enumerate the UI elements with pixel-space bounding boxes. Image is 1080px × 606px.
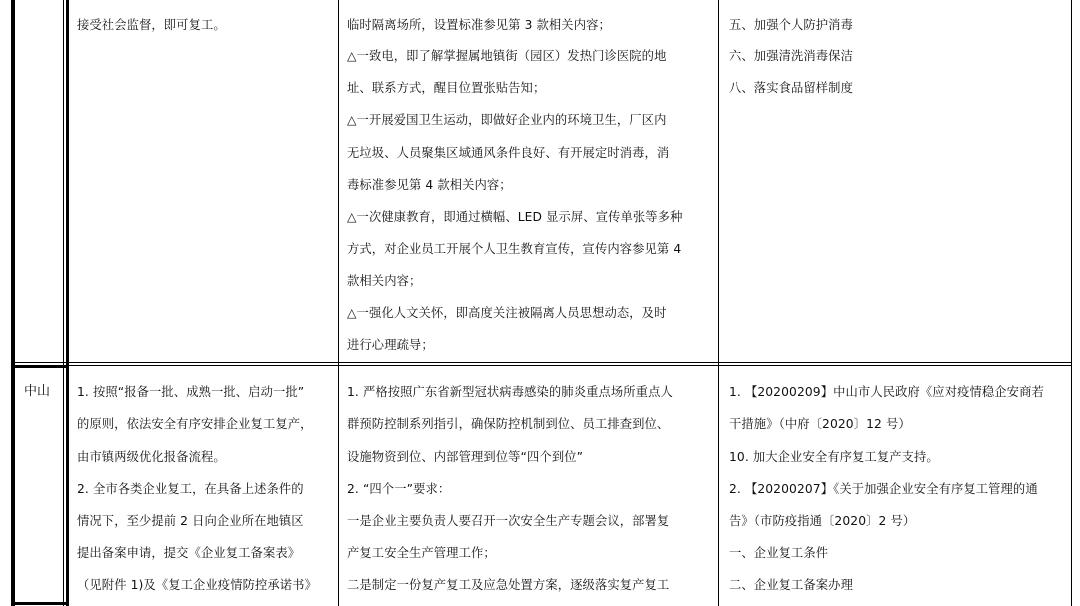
row-2-col-4-cell	[729, 384, 1069, 606]
row-1-col-2-cell	[77, 17, 332, 347]
row-1-col-3-cell	[347, 17, 713, 357]
row-2-col-2-line: 的原则，依法安全有序安排企业复工复产，	[77, 417, 313, 431]
row-1-col-4-line: 八、落实食品留样制度	[729, 81, 853, 95]
row-2-col-3-line: 产复工安全生产管理工作；	[347, 546, 496, 560]
row-2-col-3-line: 一是企业主要负责人要召开一次安全生产专题会议，部署复	[347, 514, 670, 528]
row-2-col-3-line: 2. “四个一”要求：	[347, 482, 451, 496]
row-2-col-2-line: （见附件 1)及《复工企业疫情防控承诺书》	[77, 578, 317, 592]
row-1-col-4-line: 六、加强清洗消毒保洁	[729, 49, 853, 63]
row-1-col-3-line: 款相关内容；	[347, 274, 422, 288]
row-1-col-3-line: △一开展爱国卫生运动，即做好企业内的环境卫生，厂区内	[347, 113, 667, 127]
row-1-col-3-line: 方式，对企业员工开展个人卫生教育宣传，宣传内容参见第 4	[347, 242, 682, 256]
row-2-col-3-line: 设施物资到位、内部管理到位等“四个到位”	[347, 450, 584, 464]
row-1-col-3-line: 无垃圾、人员聚集区域通风条件良好、有开展定时消毒，消	[347, 146, 670, 160]
row-2-col-4-line: 二、企业复工备案办理	[729, 578, 853, 592]
row-2-col-2-cell	[77, 384, 335, 606]
row-1-col-3-line: 址、联系方式，醒目位置张贴告知；	[347, 81, 546, 95]
row-2-col-4-line: 告》（市防疫指通〔2020〕2 号）	[729, 514, 916, 528]
row-2	[0, 368, 1080, 606]
row-2-col-3-line: 1. 严格按照广东省新型冠状病毒感染的肺炎重点场所重点人	[347, 385, 673, 399]
row-1-col-4-line: 五、加强个人防护消毒	[729, 18, 853, 32]
row-1-col-2-line: 接受社会监督，即可复工。	[77, 18, 226, 32]
row-2-col-3-cell	[347, 384, 715, 606]
row-1-col-3-line: △一致电，即了解掌握属地镇街（园区）发热门诊医院的地	[347, 49, 667, 63]
row-2-col-2-line: 2. 全市各类企业复工，在具备上述条件的	[77, 482, 304, 496]
row-2-col-2-line: 1. 按照“报备一批、成熟一批、启动一批”	[77, 385, 305, 399]
row-divider-col2	[69, 365, 1072, 366]
row-2-col-4-line: 一、企业复工条件	[729, 546, 829, 560]
row-2-col-2-line: 由市镇两级优化报备流程。	[77, 450, 226, 464]
row-2-col-2-line: 情况下，至少提前 2 日向企业所在地镇区	[77, 514, 304, 528]
row-2-col-3-line: 群预防控制系列指引，确保防控机制到位、员工排查到位、	[347, 417, 670, 431]
row-2-col-4-line: 1. 【20200209】中山市人民政府《应对疫情稳企安商若	[729, 385, 1044, 399]
row-divider-outer	[11, 362, 1072, 363]
row-2-col-4-line: 10. 加大企业安全有序复工复产支持。	[729, 450, 939, 464]
row-1-col-3-line: △一强化人文关怀，即高度关注被隔离人员思想动态，及时	[347, 306, 667, 320]
row-1-col-3-line: 临时隔离场所，设置标准参见第 3 款相关内容；	[347, 18, 611, 32]
row-2-city-label: 中山	[24, 384, 51, 399]
row-2-col-4-line: 干措施》（中府〔2020〕12 号）	[729, 417, 911, 431]
row-1-col-4-cell	[729, 17, 1067, 137]
row-1-col-3-line: 毒标准参见第 4 款相关内容；	[347, 178, 512, 192]
row-2-col-2-line: 提出备案申请，提交《企业复工备案表》	[77, 546, 301, 560]
row-2-col-3-line: 二是制定一份复产复工及应急处置方案，逐级落实复产复工	[347, 578, 670, 592]
row-1-col-3-line: 进行心理疏导；	[347, 338, 434, 352]
row-2-col-4-line: 2. 【20200207】《关于加强企业安全有序复工管理的通	[729, 482, 1038, 496]
row-1-col-3-line: △一次健康教育，即通过横幅、LED 显示屏、宣传单张等多种	[347, 210, 683, 224]
